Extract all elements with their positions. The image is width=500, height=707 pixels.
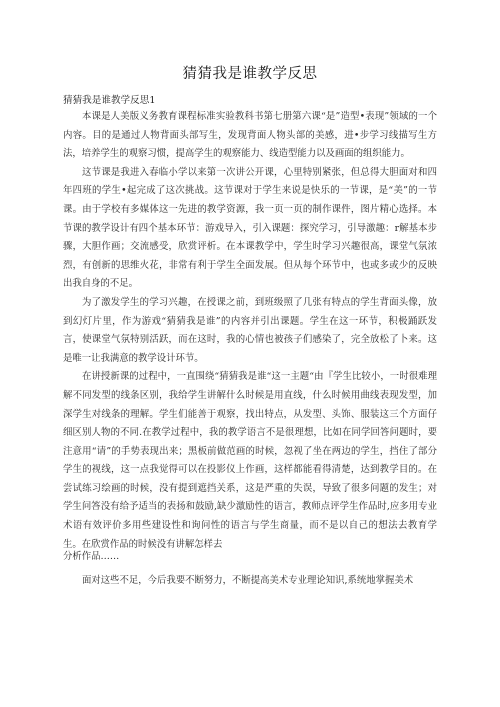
paragraph-1: 本课是人美版义务教育课程标准实验教科书第七册第六课“是”造型•表现”领域的一个内容。目的是通过人物背面头部写生，发现背面人物头部的美感，进•步学习线描写生方法，培养学生的观察习惯，提高学生的观察能力、线造型能力以及画面的组织能力。 — [63, 111, 437, 160]
paragraph-2: 这节课是我进入春临小学以来第一次讲公开课，心里特别紧张，但总得大胆面对和四年四班的学生•起完成了这次挑战。这节课对于学生来说是快乐的一节课，是“美”的一节课。由于学校有多媒体这一先进的教学资源，我一页一页的制作课件，图片精心选择。本节课的教学设计有四个基本环节：游戏导入，引入课题：探究学习，引导激趣：r解基本步骤，大胆作画；交流感受，欣赏评析。在本课教学中，学生时学习兴趣很高，课堂气氛浓烈，有创新的思维火花，非常有利于学生全面发展。但从每个环节中，也或多或少的反映出我自身的不足。 — [63, 166, 437, 290]
paragraph-4: 在讲授新课的过程中，一直围绕“猜猜我是谁“这一主题“由『学生比较小，一时很难理解不同发型的线条区别，我给学生讲解什么时候是用直线，什么时候用曲线表现发型，加深学生对线条的理解。学生们能善于观察，找出特点，从发型、头饰、服装这三个方面仔细区别人物的不同.在教学过程中，我的教学语言不是很理想，比如在同学回答问题时，要注意用“请”的手势表现出来；黑板前做范画的时候，忽视了坐在两边的学生，挡住了部分学生的视线，这一点我觉得可以在投影仪上作画，这样都能看得清楚，达到教学目的。在尝试练习绘画的时候，没有提到遮挡关系，这是严重的失误，导致了很多问题的发生；对学生问答没有给予适当的表扬和鼓励,缺少激励性的语言，教师点评学生作品时,应多用专业术语有效评价多用些建设性和询问性的语言与学生商量，而不是以自己的想法去教育学生。在欣赏作品的时候没有讲解怎样去 — [63, 371, 437, 550]
document-subtitle: 猜猜我是谁教学反思1 — [63, 95, 156, 106]
paragraph-5: 面对这些不足，今后我要不断努力，不断提高美术专业理论知识,系统地掌握美术 — [82, 575, 414, 587]
document-title: 猜猜我是谁教学反思 — [182, 66, 318, 82]
document-body — [63, 108, 437, 591]
paragraph-3: 为了激发学生的学习兴趣，在授课之前，到班级照了几张有特点的学生背面头像，放到幻灯片里，作为游戏“猜猜我是谁”的内容并引出课题。学生在这一环节，积极踊跃发言，使课堂气氛特别活跃，而在这时，我的心情也被孩子们感染了，完全放松了卜来。这是唯一让我满意的教学设计环节。 — [63, 296, 437, 364]
paragraph-4-tail: 分析作品…… — [63, 551, 120, 563]
